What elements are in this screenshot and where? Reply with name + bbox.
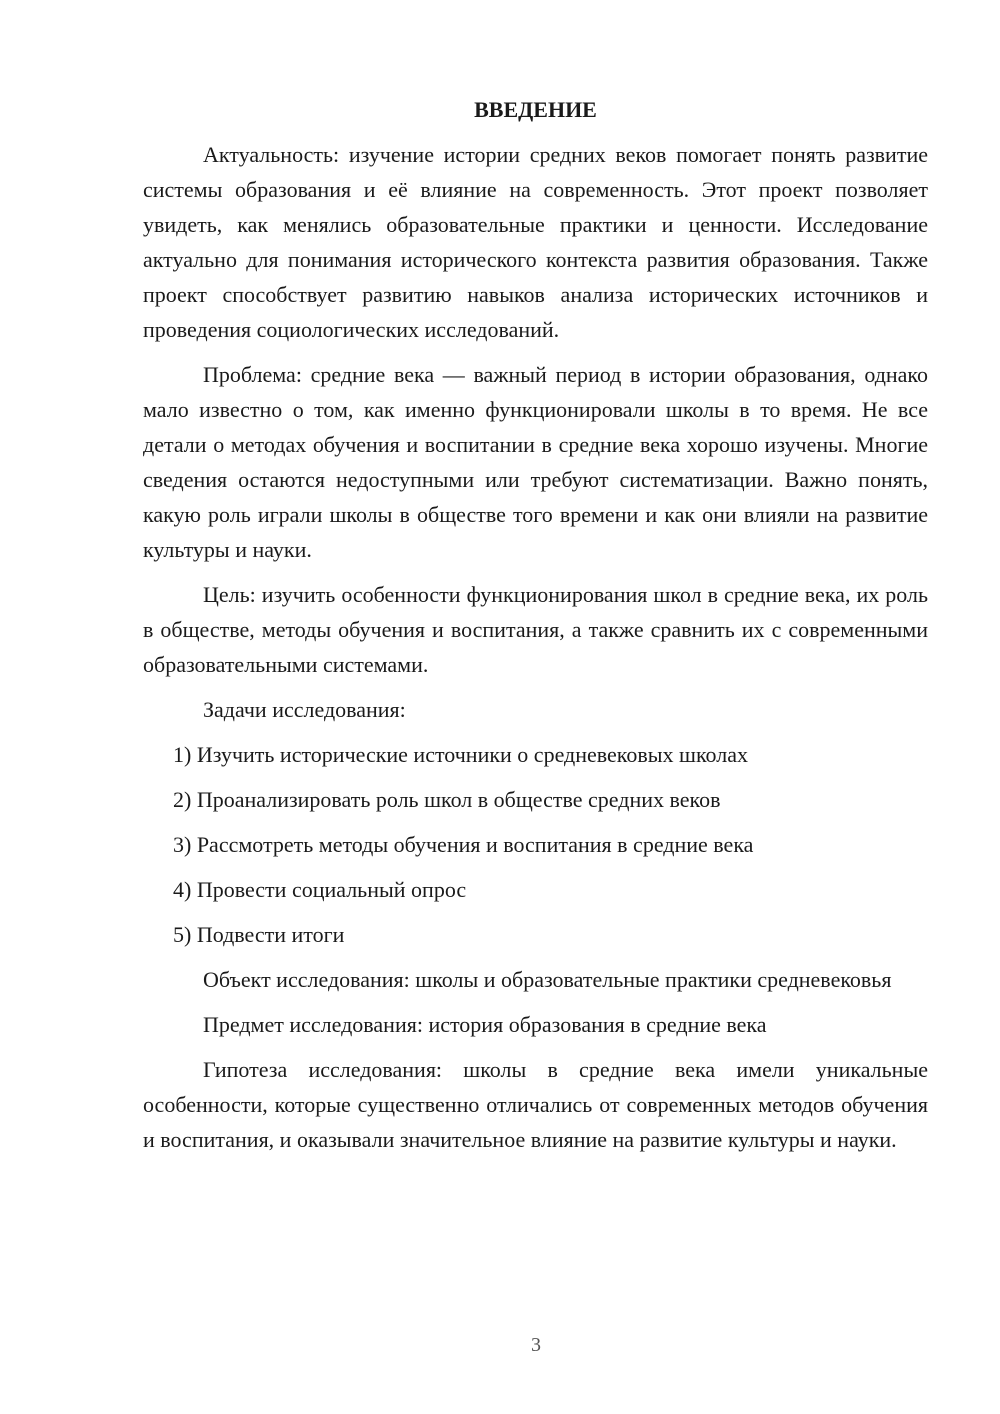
page-number: 3 (531, 1334, 541, 1356)
paragraph-relevance: Актуальность: изучение истории средних веков помогает понять развитие системы образования и её влияние на современность. Этот проект позволяет увидеть, как менялись образовательные практики и ценности. Исследование актуально для понимания исторического контекста развития образования. Также проект способствует развитию навыков анализа исторических источников и проведения социологических исследований. (143, 142, 928, 342)
list-item: 3) Рассмотреть методы обучения и воспитания в средние века (173, 832, 754, 857)
tasks-heading: Задачи исследования: (203, 697, 406, 722)
paragraph-hypothesis: Гипотеза исследования: школы в средние века имели уникальные особенности, которые существенно отличались от современных методов обучения и воспитания, и оказывали значительное влияние на развитие культуры и науки. (143, 1057, 928, 1152)
task-list (143, 737, 928, 952)
paragraph-subject: Предмет исследования: история образования в средние века (203, 1012, 767, 1037)
paragraph-object: Объект исследования: школы и образовательные практики средневековья (203, 967, 892, 992)
paragraph-problem: Проблема: средние века — важный период в истории образования, однако мало известно о том, как именно функционировали школы в то время. Не все детали о методах обучения и воспитании в средние века хорошо изучены. Многие сведения остаются недоступными или требуют систематизации. Важно понять, какую роль играли школы в обществе того времени и как они влияли на развитие культуры и науки. (143, 362, 928, 562)
list-item: 1) Изучить исторические источники о средневековых школах (173, 742, 748, 767)
document-page (143, 92, 928, 1167)
list-item: 4) Провести социальный опрос (173, 877, 467, 902)
page-title: ВВЕДЕНИЕ (474, 97, 597, 122)
list-item: 2) Проанализировать роль школ в обществе средних веков (173, 787, 721, 812)
paragraph-goal: Цель: изучить особенности функционирования школ в средние века, их роль в обществе, методы обучения и воспитания, а также сравнить их с современными образовательными системами. (143, 582, 928, 677)
list-item: 5) Подвести итоги (173, 922, 345, 947)
